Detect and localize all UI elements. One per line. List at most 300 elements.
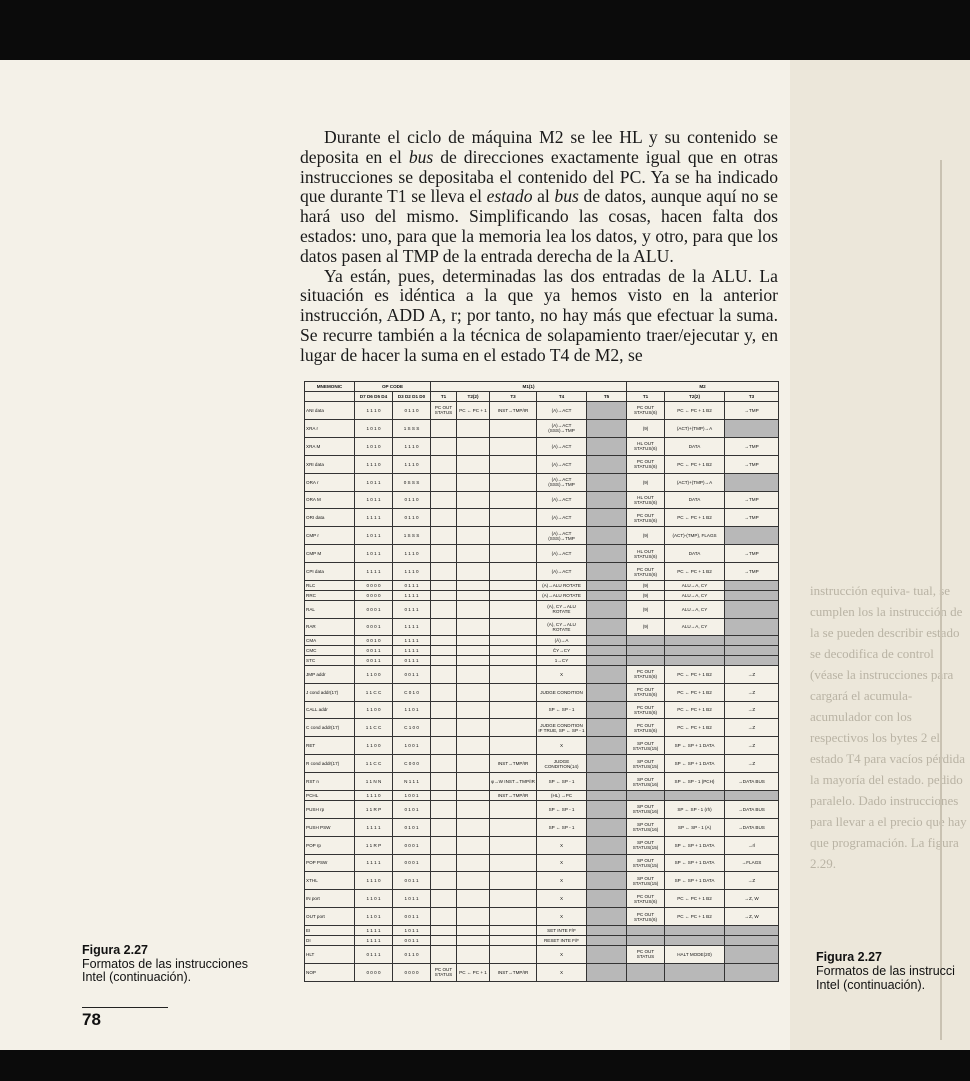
cell-m2-t3 xyxy=(725,581,779,591)
figure-caption xyxy=(82,944,282,985)
cell-m2-t1: PC OUT STATUS(6) xyxy=(627,563,665,581)
cell-m1-t2 xyxy=(457,581,490,591)
cell-m1-t1 xyxy=(431,836,457,854)
table-row xyxy=(305,419,779,437)
cell-m1-t1 xyxy=(431,527,457,545)
cell-mnemonic: ORI data xyxy=(305,509,355,527)
cell-opcode-high: 1 0 1 0 xyxy=(355,419,393,437)
cell-m1-t1 xyxy=(431,618,457,636)
footer-rule xyxy=(82,1007,168,1008)
cell-opcode-low: 0 1 1 0 xyxy=(393,402,431,420)
cell-m1-t1 xyxy=(431,491,457,509)
cell-m2-t1: HL OUT STATUS(6) xyxy=(627,437,665,455)
cell-m2-t3 xyxy=(725,646,779,656)
cell-m1-t5 xyxy=(587,963,627,981)
cell-m1-t4: (Ā)→A xyxy=(537,636,587,646)
cell-m1-t3 xyxy=(490,655,537,665)
cell-m2-t1: PC OUT STATUS xyxy=(627,945,665,963)
cell-opcode-high: 0 0 0 0 xyxy=(355,590,393,600)
cell-opcode-high: 1 1 N N xyxy=(355,773,393,791)
table-row xyxy=(305,755,779,773)
cell-m1-t4: X xyxy=(537,854,587,872)
cell-m2-t2: SP ← SP + 1 DATA xyxy=(665,872,725,890)
cell-m1-t3 xyxy=(490,473,537,491)
cell-m1-t4: (A)→ACT (SSS)→TMP xyxy=(537,473,587,491)
cell-m2-t1: PC OUT STATUS(6) xyxy=(627,455,665,473)
caption-line-1: Formatos de las instrucciones xyxy=(82,956,249,971)
col-m2: M2 xyxy=(627,382,779,392)
cell-m1-t2 xyxy=(457,655,490,665)
cell-opcode-high: 1 0 1 1 xyxy=(355,473,393,491)
cell-m2-t1: SP OUT STATUS(16) xyxy=(627,800,665,818)
table-row xyxy=(305,509,779,527)
cell-mnemonic: POP PSW xyxy=(305,854,355,872)
col-opcode: OP CODE xyxy=(355,382,431,392)
cell-opcode-high: 1 1 1 0 xyxy=(355,402,393,420)
cell-opcode-low: C 0 1 0 xyxy=(393,683,431,701)
cell-m1-t1 xyxy=(431,590,457,600)
cell-m1-t1 xyxy=(431,945,457,963)
cell-m1-t1 xyxy=(431,872,457,890)
cell-mnemonic: STC xyxy=(305,655,355,665)
cell-opcode-high: 0 0 0 1 xyxy=(355,618,393,636)
cell-opcode-low: 1 0 1 1 xyxy=(393,890,431,908)
body-text xyxy=(300,128,778,366)
table-row xyxy=(305,581,779,591)
cell-m2-t3: →TMP xyxy=(725,402,779,420)
cell-m1-t3 xyxy=(490,926,537,936)
table-row xyxy=(305,836,779,854)
cell-m1-t3 xyxy=(490,590,537,600)
cell-m1-t1 xyxy=(431,800,457,818)
cell-m1-t5 xyxy=(587,402,627,420)
cell-m1-t3 xyxy=(490,491,537,509)
cell-m2-t2: SP ← SP + 1 DATA xyxy=(665,737,725,755)
cell-m1-t1 xyxy=(431,455,457,473)
cell-m1-t5 xyxy=(587,683,627,701)
cell-m1-t3 xyxy=(490,600,537,618)
cell-opcode-high: 1 1 1 0 xyxy=(355,791,393,801)
cell-m1-t4: SET INTE F/F xyxy=(537,926,587,936)
cell-m2-t2: PC ← PC + 1 B2 xyxy=(665,908,725,926)
cell-m2-t3 xyxy=(725,636,779,646)
cell-m2-t1: PC OUT STATUS(6) xyxy=(627,719,665,737)
cell-m1-t5 xyxy=(587,527,627,545)
cell-opcode-high: 1 1 C C xyxy=(355,683,393,701)
cell-m1-t5 xyxy=(587,419,627,437)
cell-m1-t3 xyxy=(490,618,537,636)
cell-m1-t5 xyxy=(587,926,627,936)
cell-m1-t2 xyxy=(457,701,490,719)
cell-m1-t1 xyxy=(431,683,457,701)
cell-mnemonic: RET xyxy=(305,737,355,755)
cell-mnemonic: RST n xyxy=(305,773,355,791)
cell-m1-t2 xyxy=(457,854,490,872)
cell-m2-t3: →TMP xyxy=(725,491,779,509)
cell-m1-t2 xyxy=(457,935,490,945)
cell-m2-t1: (9) xyxy=(627,419,665,437)
cell-opcode-high: 0 0 1 0 xyxy=(355,636,393,646)
cell-m1-t3 xyxy=(490,701,537,719)
cell-m1-t5 xyxy=(587,437,627,455)
cell-m1-t5 xyxy=(587,791,627,801)
cell-m1-t4: JUDGE CONDITION IF TRUE, SP ← SP - 1 xyxy=(537,719,587,737)
cell-m1-t2 xyxy=(457,419,490,437)
cell-m2-t1: SP OUT STATUS(15) xyxy=(627,836,665,854)
cell-m1-t1 xyxy=(431,701,457,719)
cell-m1-t2 xyxy=(457,755,490,773)
cell-m2-t2 xyxy=(665,926,725,936)
cell-m1-t2 xyxy=(457,646,490,656)
cell-m1-t2 xyxy=(457,636,490,646)
cell-m1-t1: PC OUT STATUS xyxy=(431,402,457,420)
cell-opcode-high: 1 1 0 0 xyxy=(355,701,393,719)
facing-page-border xyxy=(940,160,962,1040)
instruction-table xyxy=(304,381,779,982)
paragraph-1: Durante el ciclo de máquina M2 se lee HL y su contenido se deposita en el bus de direcciones exactamente igual que en otras instrucciones se depositaba el contenido del PC. Ya se ha indicado que durante T1 se lleva el estado al bus de datos, aunque aquí no se hará uso del mismo. Simplificando las cosas, hacen falta dos estados: uno, para que la memoria lea los datos, y otro, para que los datos pasen al TMP de la entrada derecha de la ALU. xyxy=(300,127,778,266)
cell-opcode-high: 1 1 0 0 xyxy=(355,665,393,683)
cell-m1-t1 xyxy=(431,773,457,791)
cell-m2-t1: (9) xyxy=(627,527,665,545)
table-row xyxy=(305,872,779,890)
cell-opcode-low: 0 1 1 0 xyxy=(393,945,431,963)
cell-m1-t4: X xyxy=(537,945,587,963)
cell-m1-t2 xyxy=(457,800,490,818)
col-t3: T3 xyxy=(490,392,537,402)
cell-m1-t4: X xyxy=(537,872,587,890)
cell-m2-t1: PC OUT STATUS(6) xyxy=(627,701,665,719)
cell-m2-t1 xyxy=(627,926,665,936)
cell-m1-t2 xyxy=(457,773,490,791)
cell-mnemonic: PUSH rp xyxy=(305,800,355,818)
cell-opcode-high: 1 1 1 1 xyxy=(355,854,393,872)
cell-m1-t4: (A)→ACT xyxy=(537,509,587,527)
cell-opcode-low: 1 1 1 1 xyxy=(393,636,431,646)
cell-mnemonic: PCHL xyxy=(305,791,355,801)
cell-m1-t2 xyxy=(457,455,490,473)
table-row xyxy=(305,590,779,600)
table-row xyxy=(305,926,779,936)
cell-m1-t4: (A)→ACT xyxy=(537,437,587,455)
cell-m2-t1 xyxy=(627,791,665,801)
cell-mnemonic: NOP xyxy=(305,963,355,981)
cell-mnemonic: RRC xyxy=(305,590,355,600)
cell-m1-t4: (A)→ACT (SSS)→TMP xyxy=(537,527,587,545)
cell-m2-t2 xyxy=(665,636,725,646)
cell-m1-t3 xyxy=(490,636,537,646)
cell-opcode-high: 1 0 1 1 xyxy=(355,491,393,509)
cell-m1-t2 xyxy=(457,563,490,581)
cell-mnemonic: XTHL xyxy=(305,872,355,890)
cell-opcode-low: 0 1 1 0 xyxy=(393,509,431,527)
cell-m2-t2: PC ← PC + 1 B2 xyxy=(665,701,725,719)
cell-opcode-low: 0 1 1 1 xyxy=(393,655,431,665)
cell-m1-t5 xyxy=(587,935,627,945)
cell-m1-t4: JUDGE CONDITION xyxy=(537,683,587,701)
cell-m1-t3 xyxy=(490,527,537,545)
cell-m2-t3 xyxy=(725,590,779,600)
cell-m1-t5 xyxy=(587,618,627,636)
cell-m1-t5 xyxy=(587,800,627,818)
cell-m1-t1 xyxy=(431,890,457,908)
table-row xyxy=(305,527,779,545)
cell-m2-t2: (ACT)+(TMP)→A xyxy=(665,473,725,491)
cell-m1-t4: 1→CY xyxy=(537,655,587,665)
cell-m1-t1 xyxy=(431,545,457,563)
cell-m2-t1 xyxy=(627,636,665,646)
cell-m1-t3: INST→TMP/IR xyxy=(490,791,537,801)
cell-m2-t2: PC ← PC + 1 B2 xyxy=(665,509,725,527)
cell-m1-t5 xyxy=(587,945,627,963)
cell-opcode-low: C 0 0 0 xyxy=(393,755,431,773)
cell-m1-t2 xyxy=(457,872,490,890)
cell-m2-t1: SP OUT STATUS(15) xyxy=(627,872,665,890)
cell-mnemonic: RAL xyxy=(305,600,355,618)
cell-m1-t1 xyxy=(431,646,457,656)
cell-m1-t1 xyxy=(431,563,457,581)
cell-m1-t2 xyxy=(457,509,490,527)
cell-m2-t3: →TMP xyxy=(725,545,779,563)
col-d3d0: D3 D2 D1 D0 xyxy=(393,392,431,402)
cell-m1-t4: (A)→ALU ROTATE xyxy=(537,581,587,591)
cell-m1-t2 xyxy=(457,618,490,636)
cell-m2-t1: SP OUT STATUS(16) xyxy=(627,773,665,791)
cell-m2-t1: PC OUT STATUS(6) xyxy=(627,683,665,701)
cell-m2-t3 xyxy=(725,655,779,665)
col-m1: M1(1) xyxy=(431,382,627,392)
cell-opcode-high: 0 0 1 1 xyxy=(355,646,393,656)
cell-m2-t2: SP ← SP - 1 (A) xyxy=(665,818,725,836)
table-row xyxy=(305,963,779,981)
cell-m2-t2 xyxy=(665,791,725,801)
cell-m1-t5 xyxy=(587,581,627,591)
cell-m1-t5 xyxy=(587,719,627,737)
cell-m1-t4: SP ← SP - 1 xyxy=(537,701,587,719)
cell-m2-t2: PC ← PC + 1 B2 xyxy=(665,719,725,737)
cell-m2-t1: SP OUT STATUS(16) xyxy=(627,818,665,836)
cell-m2-t3: →DATA BUS xyxy=(725,773,779,791)
cell-opcode-high: 1 1 0 1 xyxy=(355,890,393,908)
table-body xyxy=(305,402,779,982)
cell-m1-t5 xyxy=(587,563,627,581)
cell-mnemonic: CPI data xyxy=(305,563,355,581)
cell-m1-t2 xyxy=(457,945,490,963)
cell-m1-t2: PC ← PC + 1 xyxy=(457,963,490,981)
cell-m2-t3: →Z xyxy=(725,755,779,773)
cell-m2-t1 xyxy=(627,646,665,656)
cell-opcode-high: 0 0 1 1 xyxy=(355,655,393,665)
cell-m1-t3 xyxy=(490,646,537,656)
cell-opcode-high: 1 1 R P xyxy=(355,836,393,854)
cell-opcode-low: 0 1 1 1 xyxy=(393,581,431,591)
col-t1: T1 xyxy=(431,392,457,402)
cell-opcode-high: 1 1 1 1 xyxy=(355,926,393,936)
cell-m1-t4: (HL) →PC xyxy=(537,791,587,801)
cell-m1-t2 xyxy=(457,683,490,701)
cell-m1-t1 xyxy=(431,655,457,665)
cell-opcode-high: 1 0 1 1 xyxy=(355,545,393,563)
cell-m1-t2 xyxy=(457,719,490,737)
cell-m2-t1: (9) xyxy=(627,600,665,618)
cell-mnemonic: C cond addr(17) xyxy=(305,719,355,737)
caption-title: Figura 2.27 xyxy=(82,943,148,957)
cell-m2-t2 xyxy=(665,646,725,656)
cell-m1-t3: φ→W INST→TMP/IR xyxy=(490,773,537,791)
cell-m1-t4: (A), CY→ALU ROTATE xyxy=(537,600,587,618)
cell-m1-t5 xyxy=(587,908,627,926)
cell-m1-t1 xyxy=(431,473,457,491)
cell-m1-t3 xyxy=(490,800,537,818)
cell-opcode-low: 1 S S S xyxy=(393,527,431,545)
cell-m1-t5 xyxy=(587,473,627,491)
cell-m2-t2: ALU→A, CY xyxy=(665,600,725,618)
cell-m1-t4: JUDGE CONDITION(14) xyxy=(537,755,587,773)
cell-m2-t1: PC OUT STATUS(6) xyxy=(627,908,665,926)
cell-m1-t1 xyxy=(431,419,457,437)
cell-m1-t4: X xyxy=(537,890,587,908)
cell-opcode-low: 0 0 0 1 xyxy=(393,854,431,872)
cell-m1-t4: X xyxy=(537,836,587,854)
cell-m1-t4: X xyxy=(537,963,587,981)
table-row xyxy=(305,791,779,801)
cell-m1-t1 xyxy=(431,737,457,755)
cell-m1-t2 xyxy=(457,491,490,509)
cell-m1-t5 xyxy=(587,854,627,872)
cell-m1-t1 xyxy=(431,935,457,945)
cell-m1-t3 xyxy=(490,836,537,854)
cell-m1-t1 xyxy=(431,600,457,618)
cell-m1-t5 xyxy=(587,818,627,836)
table-row xyxy=(305,773,779,791)
cell-m1-t4: X xyxy=(537,737,587,755)
cell-mnemonic: EI xyxy=(305,926,355,936)
cell-m2-t3: →rl xyxy=(725,836,779,854)
cell-opcode-low: 1 1 1 0 xyxy=(393,545,431,563)
cell-m2-t2: (ACT)+(TMP)→A xyxy=(665,419,725,437)
cell-m2-t3 xyxy=(725,926,779,936)
cell-m1-t3 xyxy=(490,737,537,755)
cell-m1-t5 xyxy=(587,590,627,600)
cell-m1-t4: (A)→ACT xyxy=(537,455,587,473)
facing-caption-line-2: Intel (continuación). xyxy=(816,978,926,992)
cell-mnemonic: IN port xyxy=(305,890,355,908)
cell-m2-t1: SP OUT STATUS(15) xyxy=(627,737,665,755)
table-row xyxy=(305,737,779,755)
cell-m1-t3 xyxy=(490,719,537,737)
cell-m1-t2 xyxy=(457,890,490,908)
cell-opcode-high: 0 0 0 0 xyxy=(355,581,393,591)
cell-mnemonic: XRA M xyxy=(305,437,355,455)
cell-m2-t3: →TMP xyxy=(725,509,779,527)
table-row xyxy=(305,945,779,963)
cell-m2-t3 xyxy=(725,600,779,618)
cell-m1-t1 xyxy=(431,509,457,527)
cell-opcode-low: C 1 0 0 xyxy=(393,719,431,737)
cell-m1-t4: (A)→ACT xyxy=(537,563,587,581)
col-blank xyxy=(305,392,355,402)
cell-m1-t3 xyxy=(490,908,537,926)
cell-m1-t4: (A)→ACT (SSS)→TMP xyxy=(537,419,587,437)
cell-m2-t3 xyxy=(725,419,779,437)
table-row xyxy=(305,636,779,646)
cell-m2-t1: PC OUT STATUS(6) xyxy=(627,665,665,683)
page-number: 78 xyxy=(82,1010,101,1029)
cell-m1-t3 xyxy=(490,890,537,908)
cell-m2-t3 xyxy=(725,935,779,945)
cell-m2-t2: DATA xyxy=(665,437,725,455)
cell-opcode-low: 1 1 1 1 xyxy=(393,590,431,600)
cell-m1-t1: PC OUT STATUS xyxy=(431,963,457,981)
cell-m1-t2 xyxy=(457,836,490,854)
cell-m1-t2 xyxy=(457,527,490,545)
cell-m2-t1: SP OUT STATUS(15) xyxy=(627,854,665,872)
cell-m1-t1 xyxy=(431,818,457,836)
table-row xyxy=(305,719,779,737)
cell-m2-t2: SP ← SP - 1 (PCH) xyxy=(665,773,725,791)
col-t4: T4 xyxy=(537,392,587,402)
paragraph-2: Ya están, pues, determinadas las dos entradas de la ALU. La situación es idéntica a la que ya hemos visto en la anterior instrucción, ADD A, r; por tanto, no hay más que efectuar la suma. Se recurre también a la técnica de solapamiento traer/ejecutar y, en lugar de hacer la suma en el estado T4 de M2, se xyxy=(300,265,778,365)
cell-m1-t3: INST→TMP/IR xyxy=(490,402,537,420)
cell-opcode-low: 0 0 1 1 xyxy=(393,665,431,683)
cell-m2-t3 xyxy=(725,945,779,963)
cell-m2-t2: SP ← SP + 1 DATA xyxy=(665,755,725,773)
cell-mnemonic: OUT port xyxy=(305,908,355,926)
table-row xyxy=(305,908,779,926)
cell-m1-t3: INST→TMP/IR xyxy=(490,963,537,981)
table-row xyxy=(305,455,779,473)
table-row xyxy=(305,701,779,719)
cell-m1-t3: INST→TMP/IR xyxy=(490,755,537,773)
cell-m2-t3 xyxy=(725,791,779,801)
cell-m2-t3: →DATA BUS xyxy=(725,818,779,836)
table-row xyxy=(305,890,779,908)
cell-m1-t1 xyxy=(431,665,457,683)
table-row xyxy=(305,491,779,509)
cell-mnemonic: ORA M xyxy=(305,491,355,509)
cell-mnemonic: RLC xyxy=(305,581,355,591)
facing-caption-line-1: Formatos de las instrucci xyxy=(816,964,955,978)
cell-m1-t1 xyxy=(431,926,457,936)
table-row xyxy=(305,655,779,665)
cell-m1-t3 xyxy=(490,872,537,890)
cell-m2-t2 xyxy=(665,655,725,665)
table-row xyxy=(305,800,779,818)
cell-m2-t1: (9) xyxy=(627,473,665,491)
cell-opcode-high: 0 0 0 1 xyxy=(355,600,393,618)
cell-mnemonic: J cond addr(17) xyxy=(305,683,355,701)
caption-line-2: Intel (continuación). xyxy=(82,970,192,984)
cell-m2-t2: PC ← PC + 1 B2 xyxy=(665,683,725,701)
table-row xyxy=(305,818,779,836)
cell-m2-t1: SP OUT STATUS(15) xyxy=(627,755,665,773)
cell-m2-t3: →TMP xyxy=(725,455,779,473)
cell-m2-t1 xyxy=(627,963,665,981)
cell-mnemonic: CMA xyxy=(305,636,355,646)
cell-m1-t4: (A)→ALU ROTATE xyxy=(537,590,587,600)
cell-mnemonic: XRI data xyxy=(305,455,355,473)
cell-m1-t4: (A)→ACT xyxy=(537,402,587,420)
table-row xyxy=(305,545,779,563)
cell-m1-t3 xyxy=(490,818,537,836)
cell-m2-t2: DATA xyxy=(665,491,725,509)
col-m2-t2: T2(2) xyxy=(665,392,725,402)
cell-m2-t2 xyxy=(665,963,725,981)
cell-mnemonic: R cond addr(17) xyxy=(305,755,355,773)
cell-opcode-low: 1 0 0 1 xyxy=(393,791,431,801)
cell-opcode-low: 0 0 0 1 xyxy=(393,836,431,854)
table-row xyxy=(305,683,779,701)
cell-opcode-low: 0 1 0 1 xyxy=(393,800,431,818)
